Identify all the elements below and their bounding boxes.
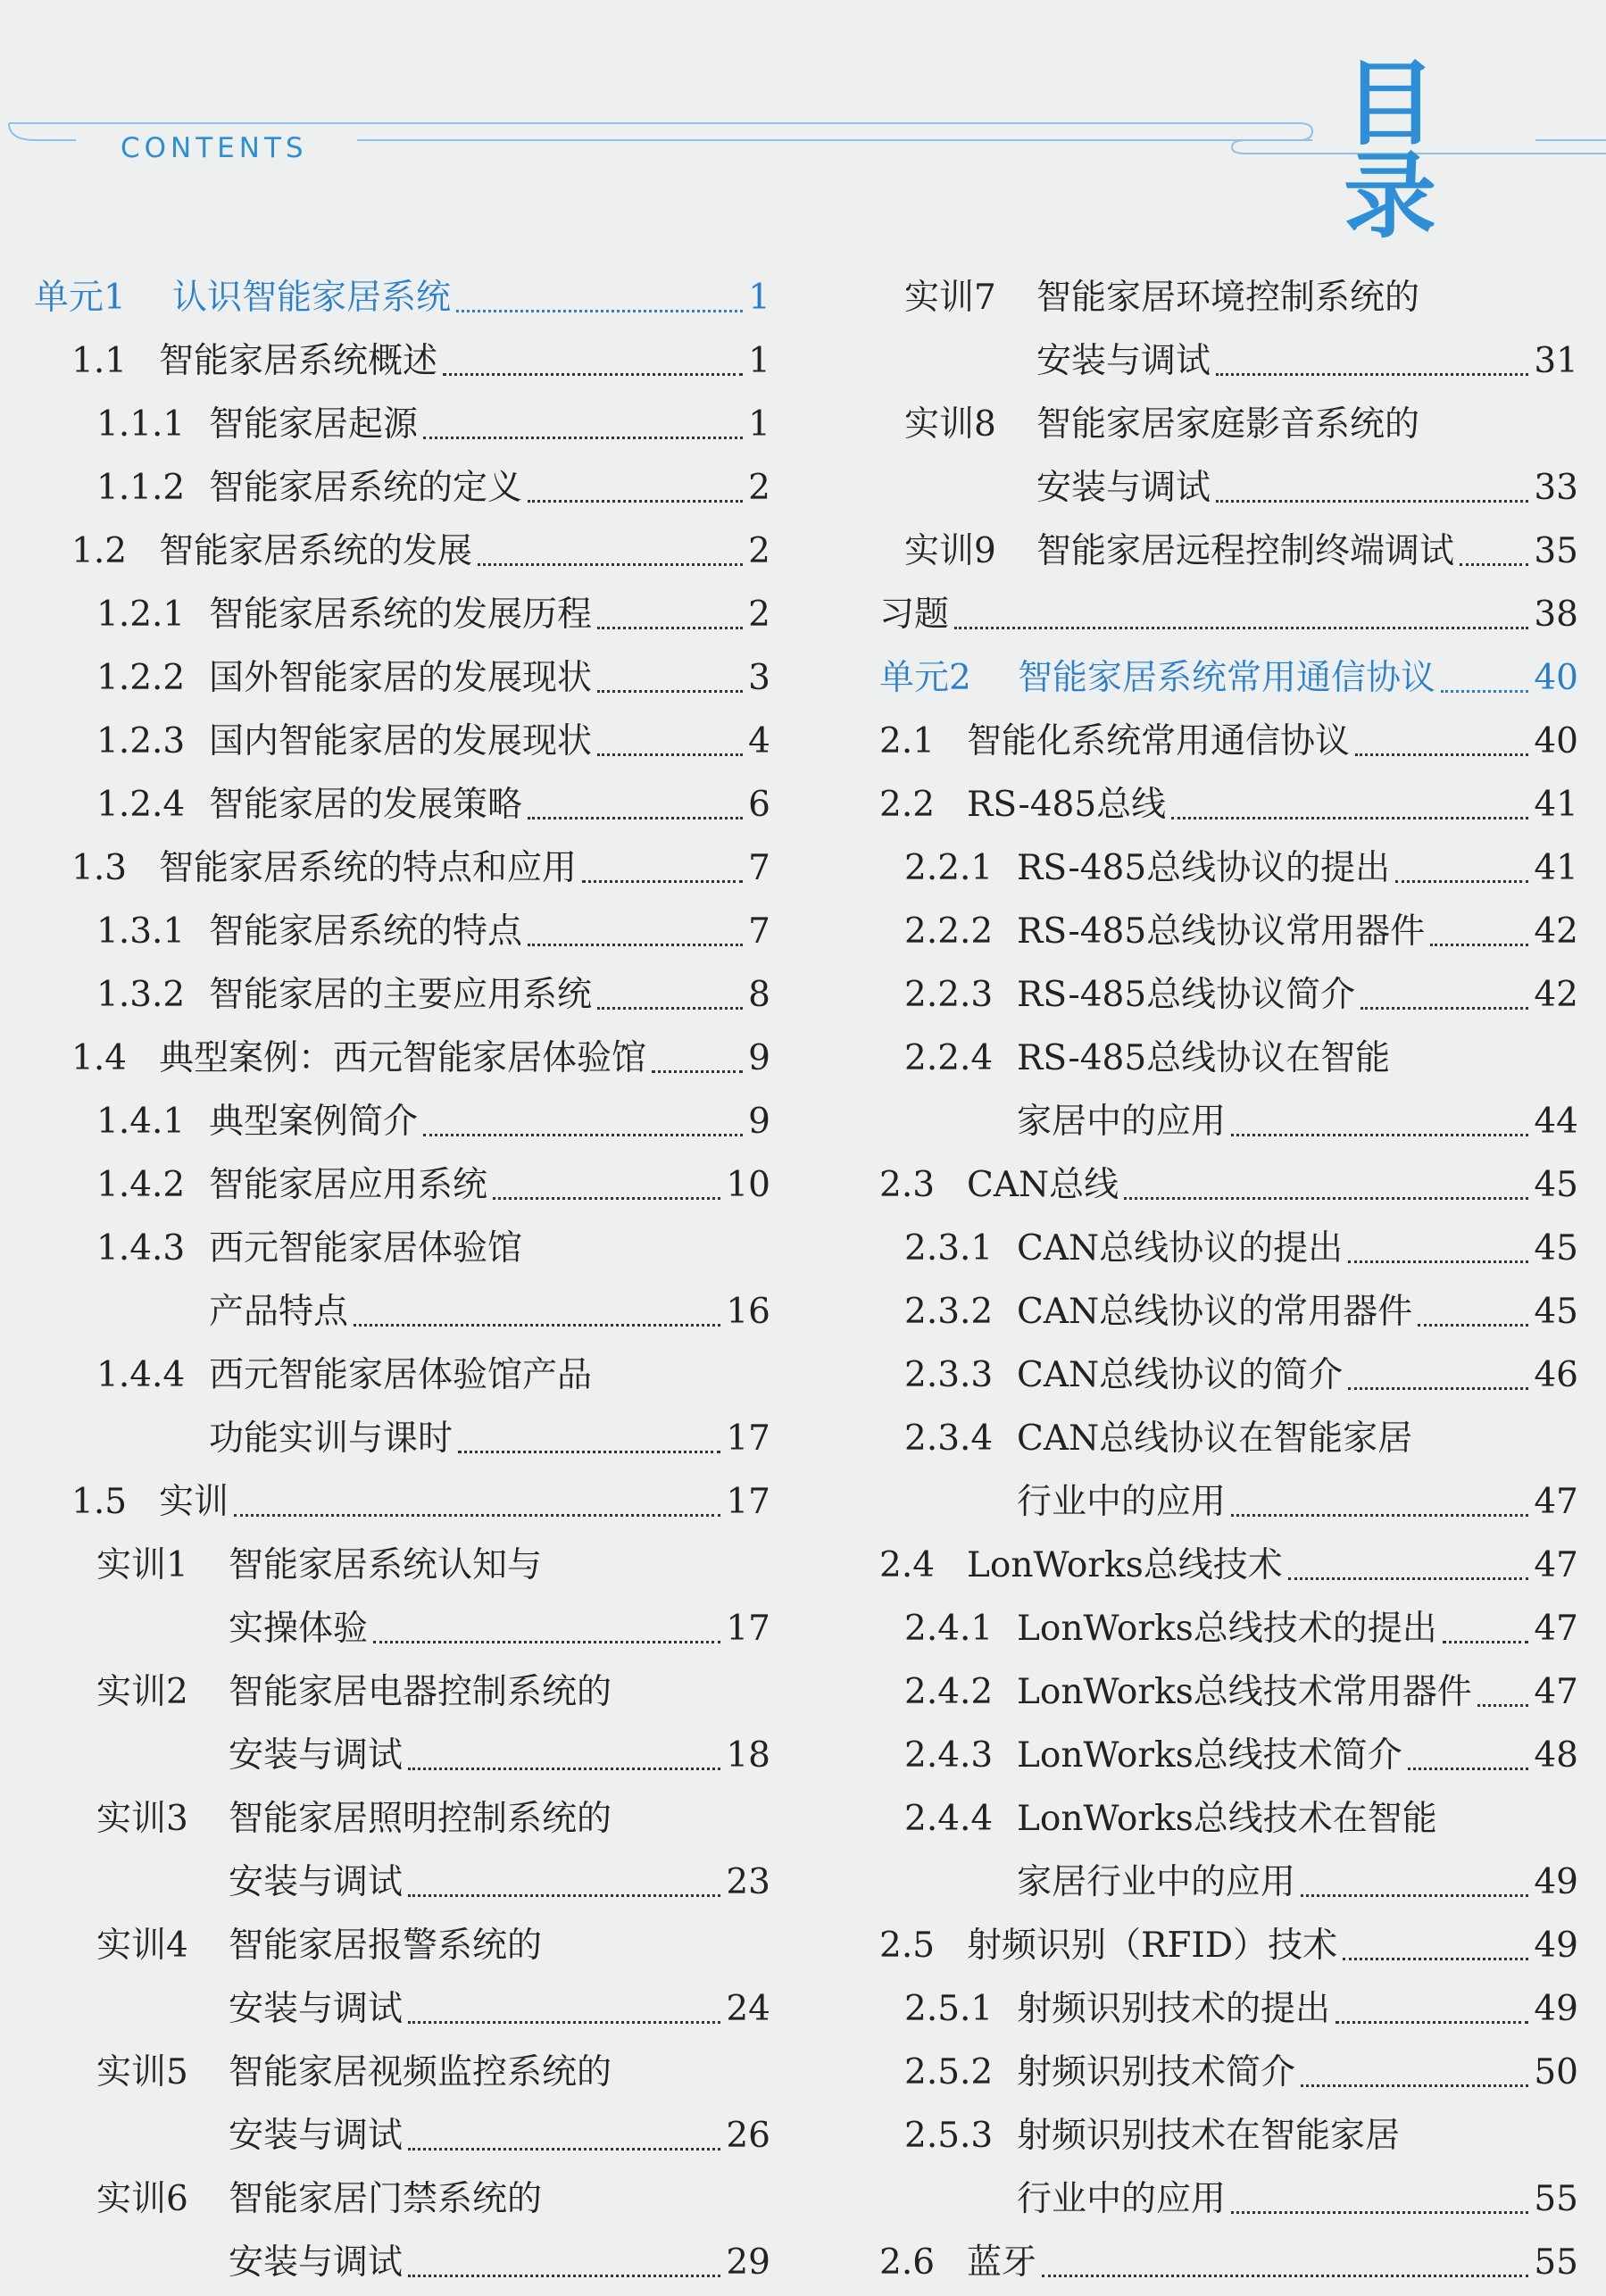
toc-entry-number: 2.4.2	[904, 1672, 994, 1712]
toc-entry[interactable]	[34, 2167, 770, 2231]
toc-entry[interactable]	[879, 1977, 1578, 2041]
toc-entry[interactable]	[34, 1660, 770, 1724]
dot-leader	[408, 2275, 720, 2277]
toc-entry-number: 1.2.3	[96, 721, 186, 761]
toc-entry[interactable]	[879, 1534, 1578, 1597]
toc-entry-title: RS-485总线协议在智能	[1017, 1038, 1391, 1078]
toc-entry-title: 智能家居家庭影音系统的	[1036, 404, 1420, 445]
toc-entry-title: 安装与调试	[229, 2242, 404, 2283]
dot-leader	[373, 1641, 720, 1643]
toc-entry-number: 2.3.1	[904, 1228, 994, 1269]
toc-entry[interactable]	[34, 1597, 770, 1660]
toc-entry-title: 智能家居远程控制终端调试	[1036, 531, 1455, 571]
toc-entry-page: 31	[1534, 341, 1578, 381]
dot-leader	[1395, 880, 1528, 883]
toc-entry-number: 2.5.3	[904, 2116, 994, 2156]
toc-entry-page: 40	[1534, 721, 1578, 761]
dot-leader	[1408, 1768, 1529, 1770]
toc-entry-page: 48	[1534, 1735, 1578, 1776]
toc-entry[interactable]	[879, 1027, 1578, 1090]
toc-entry[interactable]	[34, 1977, 770, 2041]
toc-entry-page: 6	[748, 785, 770, 825]
toc-entry-page: 45	[1534, 1228, 1578, 1269]
toc-entry-title: 实操体验	[229, 1609, 369, 1649]
toc-entry-number: 1.2.2	[96, 658, 186, 698]
toc-entry-title: 行业中的应用	[1017, 2179, 1227, 2219]
toc-entry-number: 1.1.1	[96, 404, 186, 445]
toc-entry-title: 智能家居照明控制系统的	[229, 1799, 612, 1839]
toc-entry[interactable]	[34, 520, 770, 583]
dot-leader	[652, 1070, 743, 1073]
toc-entry-title: 安装与调试	[229, 1735, 404, 1776]
dot-leader	[1348, 1387, 1528, 1390]
dot-leader	[1441, 690, 1528, 693]
toc-entry-title: 智能化系统常用通信协议	[967, 721, 1351, 761]
toc-entry[interactable]	[34, 393, 770, 456]
contents-label: CONTENTS	[121, 132, 308, 164]
toc-entry[interactable]	[879, 520, 1578, 583]
dot-leader	[443, 373, 743, 376]
toc-entry-title: 智能家居系统的定义	[209, 468, 523, 508]
toc-entry-title: 安装与调试	[229, 1989, 404, 2029]
toc-entry-page: 41	[1534, 785, 1578, 825]
toc-entry-number: 实训4	[96, 1926, 188, 1966]
dot-leader	[408, 1894, 720, 1897]
dot-leader	[1042, 2275, 1528, 2277]
toc-entry-title: CAN总线	[967, 1165, 1119, 1205]
dot-leader	[1216, 373, 1528, 376]
toc-entry-title: 西元智能家居体验馆	[209, 1228, 523, 1269]
toc-entry-title: 产品特点	[209, 1292, 349, 1332]
toc-entry[interactable]	[879, 456, 1578, 520]
toc-entry-title: 射频识别技术简介	[1017, 2052, 1296, 2092]
dot-leader	[234, 1514, 720, 1517]
toc-entry-number: 1.4	[71, 1038, 128, 1078]
dot-leader	[1430, 944, 1528, 946]
toc-entry[interactable]	[34, 1343, 770, 1407]
toc-entry-number: 实训9	[904, 531, 996, 571]
dot-leader	[1171, 817, 1528, 819]
toc-entry[interactable]	[34, 900, 770, 963]
toc-entry-title: LonWorks总线技术在智能	[1017, 1799, 1437, 1839]
toc-entry-number: 1.2.4	[96, 785, 186, 825]
toc-entry-title: LonWorks总线技术	[967, 1545, 1283, 1585]
toc-entry-title: RS-485总线协议的提出	[1017, 848, 1391, 888]
toc-entry-title: 国内智能家居的发展现状	[209, 721, 593, 761]
toc-entry-title: 射频识别（RFID）技术	[967, 1926, 1338, 1966]
toc-entry-number: 实训7	[904, 278, 996, 318]
toc-unit-entry[interactable]	[879, 646, 1578, 710]
toc-entry-title: RS-485总线协议常用器件	[1017, 911, 1426, 952]
toc-entry-title: 智能家居系统认知与	[229, 1545, 543, 1585]
dot-leader	[478, 563, 743, 566]
toc-entry-title: CAN总线协议在智能家居	[1017, 1418, 1413, 1459]
toc-entry[interactable]	[34, 1407, 770, 1470]
toc-entry-page: 10	[726, 1165, 770, 1205]
dot-leader	[1231, 1134, 1528, 1136]
toc-entry-page: 9	[748, 1038, 770, 1078]
dot-leader	[1216, 500, 1528, 503]
toc-entry-page: 1	[748, 404, 770, 445]
dot-leader	[1418, 1324, 1528, 1327]
toc-entry-title: CAN总线协议的提出	[1017, 1228, 1344, 1269]
toc-entry[interactable]	[879, 1470, 1578, 1534]
dot-leader	[1301, 2084, 1528, 2087]
toc-entry-page: 26	[726, 2116, 770, 2156]
toc-entry-page: 42	[1534, 975, 1578, 1015]
toc-entry-title: 智能家居系统的发展历程	[209, 595, 593, 635]
toc-entry-title: 认识智能家居系统	[172, 278, 452, 318]
dot-leader	[408, 2148, 720, 2150]
toc-entry[interactable]	[879, 1724, 1578, 1787]
toc-entry-number: 2.5.2	[904, 2052, 994, 2092]
toc-entry-number: 2.2.3	[904, 975, 994, 1015]
toc-entry-page: 49	[1534, 1989, 1578, 2029]
toc-entry-page: 33	[1534, 468, 1578, 508]
toc-entry-page: 40	[1534, 658, 1578, 698]
toc-entry[interactable]	[879, 583, 1578, 646]
toc-entry-title: 安装与调试	[1036, 341, 1211, 381]
dot-leader	[1348, 1260, 1528, 1263]
dot-leader	[1231, 2211, 1528, 2214]
toc-entry[interactable]	[34, 1787, 770, 1851]
toc-entry-number: 实训1	[96, 1545, 188, 1585]
toc-entry[interactable]	[34, 836, 770, 900]
dot-leader	[1355, 753, 1528, 756]
toc-entry[interactable]	[879, 329, 1578, 393]
toc-entry-page: 55	[1534, 2179, 1578, 2219]
toc-entry[interactable]	[34, 773, 770, 836]
toc-entry-page: 47	[1534, 1482, 1578, 1522]
toc-entry-number: 1.5	[71, 1482, 128, 1522]
toc-entry-title: 智能家居系统的发展	[159, 531, 473, 571]
toc-entry-number: 实训3	[96, 1799, 188, 1839]
toc-entry[interactable]	[34, 963, 770, 1027]
toc-right-column	[879, 266, 1578, 2294]
toc-entry-page: 8	[748, 975, 770, 1015]
toc-entry-page: 1	[748, 278, 770, 318]
toc-entry-title: 智能家居门禁系统的	[229, 2179, 543, 2219]
toc-entry-number: 1.4.4	[96, 1355, 186, 1395]
toc-entry-number: 2.3.4	[904, 1418, 994, 1459]
toc-entry[interactable]	[34, 710, 770, 773]
toc-entry[interactable]	[34, 1851, 770, 1914]
toc-entry[interactable]	[879, 1153, 1578, 1217]
toc-entry-title: 行业中的应用	[1017, 1482, 1227, 1522]
toc-entry-number: 2.2.4	[904, 1038, 994, 1078]
dot-leader	[597, 753, 743, 756]
toc-entry-title: 智能家居视频监控系统的	[229, 2052, 612, 2092]
toc-entry-number: 2.5	[879, 1926, 936, 1966]
toc-entry-title: 安装与调试	[229, 2116, 404, 2156]
toc-entry-page: 23	[726, 1862, 770, 1902]
toc-entry-page: 45	[1534, 1165, 1578, 1205]
toc-entry-page: 2	[748, 531, 770, 571]
toc-entry-title: 西元智能家居体验馆产品	[209, 1355, 593, 1395]
toc-entry-number: 2.4.4	[904, 1799, 994, 1839]
toc-entry-number: 1.4.3	[96, 1228, 186, 1269]
toc-entry-number: 2.3.3	[904, 1355, 994, 1395]
toc-entry[interactable]	[34, 1153, 770, 1217]
toc-unit-entry[interactable]	[34, 266, 770, 329]
toc-entry-page: 47	[1534, 1672, 1578, 1712]
toc-entry-page: 18	[726, 1735, 770, 1776]
toc-entry[interactable]	[34, 329, 770, 393]
toc-entry-title: 家居行业中的应用	[1017, 1862, 1296, 1902]
toc-entry[interactable]	[879, 1407, 1578, 1470]
toc-entry[interactable]	[879, 836, 1578, 900]
toc-entry[interactable]	[34, 1534, 770, 1597]
dot-leader	[528, 500, 743, 503]
toc-entry[interactable]	[879, 1597, 1578, 1660]
toc-entry[interactable]	[34, 2231, 770, 2294]
toc-entry-title: 智能家居系统常用通信协议	[1018, 658, 1436, 698]
toc-entry-title: CAN总线协议的简介	[1017, 1355, 1344, 1395]
dot-leader	[597, 690, 743, 693]
toc-entry-page: 38	[1534, 595, 1578, 635]
toc-entry-page: 44	[1534, 1102, 1578, 1142]
dot-leader	[1336, 2021, 1528, 2024]
toc-entry-page: 9	[748, 1102, 770, 1142]
toc-entry-title: 安装与调试	[1036, 468, 1211, 508]
toc-entry-number: 2.2.1	[904, 848, 994, 888]
toc-entry-page: 16	[726, 1292, 770, 1332]
toc-entry[interactable]	[879, 1343, 1578, 1407]
toc-entry[interactable]	[34, 1470, 770, 1534]
toc-entry-number: 2.4.1	[904, 1609, 994, 1649]
toc-entry-page: 41	[1534, 848, 1578, 888]
toc-entry-title: 习题	[879, 595, 950, 635]
toc-entry[interactable]	[34, 2104, 770, 2167]
toc-entry-title: 智能家居的主要应用系统	[209, 975, 593, 1015]
toc-entry-page: 55	[1534, 2242, 1578, 2283]
toc-entry-page: 35	[1534, 531, 1578, 571]
toc-entry-title: 典型案例简介	[209, 1102, 419, 1142]
toc-entry-title: 家居中的应用	[1017, 1102, 1227, 1142]
dot-leader	[1477, 1704, 1529, 1707]
toc-entry-title: 蓝牙	[967, 2242, 1037, 2283]
dot-leader	[408, 1768, 720, 1770]
toc-entry[interactable]	[879, 2041, 1578, 2104]
dot-leader	[528, 944, 743, 946]
toc-entry-page: 17	[726, 1482, 770, 1522]
toc-entry[interactable]	[879, 1090, 1578, 1153]
toc-entry-page: 47	[1534, 1609, 1578, 1649]
toc-entry-number: 实训8	[904, 404, 996, 445]
dot-leader	[1443, 1641, 1529, 1643]
toc-entry-page: 3	[748, 658, 770, 698]
toc-entry-title: 智能家居起源	[209, 404, 419, 445]
toc-entry[interactable]	[879, 2231, 1578, 2294]
toc-entry-number: 1.1	[71, 341, 128, 381]
toc-entry[interactable]	[879, 393, 1578, 456]
toc-entry-page: 2	[748, 468, 770, 508]
toc-entry-number: 2.2.2	[904, 911, 994, 952]
toc-entry-number: 实训5	[96, 2052, 188, 2092]
page-title: 目 录	[1344, 49, 1487, 251]
toc-left-column	[34, 266, 770, 2294]
toc-entry-number: 2.3	[879, 1165, 936, 1205]
dot-leader	[954, 627, 1528, 629]
dot-leader	[408, 2021, 720, 2024]
dot-leader	[458, 1451, 720, 1453]
dot-leader	[456, 310, 743, 312]
toc-entry-title: 智能家居系统概述	[159, 341, 438, 381]
toc-entry-number: 单元2	[879, 658, 971, 698]
toc-entry-number: 2.4.3	[904, 1735, 994, 1776]
toc-entry-number: 1.2	[71, 531, 128, 571]
toc-entry[interactable]	[879, 2167, 1578, 2231]
dot-leader	[493, 1197, 720, 1200]
toc-entry-title: 智能家居报警系统的	[229, 1926, 543, 1966]
toc-entry-number: 实训2	[96, 1672, 188, 1712]
toc-entry-page: 50	[1534, 2052, 1578, 2092]
toc-entry-number: 2.6	[879, 2242, 936, 2283]
dot-leader	[423, 1134, 743, 1136]
toc-entry[interactable]	[879, 1660, 1578, 1724]
dot-leader	[597, 1007, 743, 1010]
toc-entry-number: 1.3	[71, 848, 128, 888]
toc-entry-page: 17	[726, 1609, 770, 1649]
toc-entry-number: 1.4.2	[96, 1165, 186, 1205]
toc-entry[interactable]	[34, 1914, 770, 1977]
toc-entry-page: 29	[726, 2242, 770, 2283]
toc-entry-number: 1.1.2	[96, 468, 186, 508]
toc-entry[interactable]	[879, 1787, 1578, 1851]
toc-entry[interactable]	[34, 646, 770, 710]
toc-entry-page: 47	[1534, 1545, 1578, 1585]
toc-entry[interactable]	[34, 1027, 770, 1090]
toc-entry-number: 2.1	[879, 721, 936, 761]
toc-entry[interactable]	[34, 2041, 770, 2104]
toc-entry-title: 典型案例：西元智能家居体验馆	[159, 1038, 647, 1078]
toc-entry-number: 2.4	[879, 1545, 936, 1585]
toc-entry-title: CAN总线协议的常用器件	[1017, 1292, 1413, 1332]
toc-entry-page: 4	[748, 721, 770, 761]
toc-entry[interactable]	[879, 1914, 1578, 1977]
dot-leader	[1124, 1197, 1528, 1200]
toc-entry[interactable]	[879, 1217, 1578, 1280]
toc-entry-number: 实训6	[96, 2179, 188, 2219]
toc-entry-number: 1.2.1	[96, 595, 186, 635]
toc-entry-number: 1.3.1	[96, 911, 186, 952]
dot-leader	[1460, 563, 1528, 566]
toc-entry[interactable]	[879, 1280, 1578, 1343]
toc-entry-number: 1.4.1	[96, 1102, 186, 1142]
dot-leader	[1361, 1007, 1528, 1010]
toc-entry-title: RS-485总线	[967, 785, 1167, 825]
dot-leader	[1301, 1894, 1528, 1897]
toc-entry-number: 2.5.1	[904, 1989, 994, 2029]
toc-entry-title: LonWorks总线技术常用器件	[1017, 1672, 1472, 1712]
dot-leader	[582, 880, 743, 883]
toc-entry[interactable]	[34, 1217, 770, 1280]
toc-entry-title: 国外智能家居的发展现状	[209, 658, 593, 698]
toc-entry[interactable]	[879, 1851, 1578, 1914]
toc-entry-page: 17	[726, 1418, 770, 1459]
page-header	[0, 0, 1606, 251]
dot-leader	[423, 437, 743, 439]
toc-entry-number: 2.3.2	[904, 1292, 994, 1332]
toc-entry-page: 7	[748, 848, 770, 888]
toc-entry-title: RS-485总线协议简介	[1017, 975, 1356, 1015]
toc-entry-title: 智能家居系统的特点和应用	[159, 848, 578, 888]
toc-entry-title: 智能家居系统的特点	[209, 911, 523, 952]
toc-entry[interactable]	[34, 583, 770, 646]
toc-entry-number: 2.2	[879, 785, 936, 825]
toc-entry-page: 45	[1534, 1292, 1578, 1332]
toc-entry-page: 46	[1534, 1355, 1578, 1395]
toc-entry[interactable]	[879, 2104, 1578, 2167]
toc-entry-page: 7	[748, 911, 770, 952]
toc-entry[interactable]	[879, 773, 1578, 836]
toc-entry[interactable]	[879, 963, 1578, 1027]
toc-entry-page: 49	[1534, 1862, 1578, 1902]
toc-entry-title: 智能家居的发展策略	[209, 785, 523, 825]
toc-entry-title: 智能家居应用系统	[209, 1165, 488, 1205]
toc-entry-title: 安装与调试	[229, 1862, 404, 1902]
dot-leader	[354, 1324, 720, 1327]
toc-entry-title: LonWorks总线技术简介	[1017, 1735, 1402, 1776]
dot-leader	[1288, 1577, 1529, 1580]
toc-entry-number: 1.3.2	[96, 975, 186, 1015]
toc-entry-page: 49	[1534, 1926, 1578, 1966]
toc-entry-page: 42	[1534, 911, 1578, 952]
toc-entry-page: 1	[748, 341, 770, 381]
toc-entry-title: 智能家居电器控制系统的	[229, 1672, 612, 1712]
toc-entry-title: 射频识别技术在智能家居	[1017, 2116, 1401, 2156]
dot-leader	[1231, 1514, 1528, 1517]
toc-entry-page: 2	[748, 595, 770, 635]
toc-entry-number: 单元1	[34, 278, 126, 318]
toc-entry-title: 射频识别技术的提出	[1017, 1989, 1331, 2029]
toc-entry[interactable]	[879, 710, 1578, 773]
toc-entry-title: 智能家居环境控制系统的	[1036, 278, 1420, 318]
toc-entry[interactable]	[34, 1090, 770, 1153]
toc-entry-page: 24	[726, 1989, 770, 2029]
toc-entry[interactable]	[34, 456, 770, 520]
toc-entry-title: 实训	[159, 1482, 229, 1522]
toc-entry[interactable]	[34, 1280, 770, 1343]
toc-entry[interactable]	[879, 900, 1578, 963]
toc-entry-title: 功能实训与课时	[209, 1418, 454, 1459]
toc-entry[interactable]	[879, 266, 1578, 329]
toc-entry[interactable]	[34, 1724, 770, 1787]
dot-leader	[597, 627, 743, 629]
dot-leader	[528, 817, 743, 819]
toc-entry-title: LonWorks总线技术的提出	[1017, 1609, 1437, 1649]
dot-leader	[1343, 1958, 1528, 1960]
